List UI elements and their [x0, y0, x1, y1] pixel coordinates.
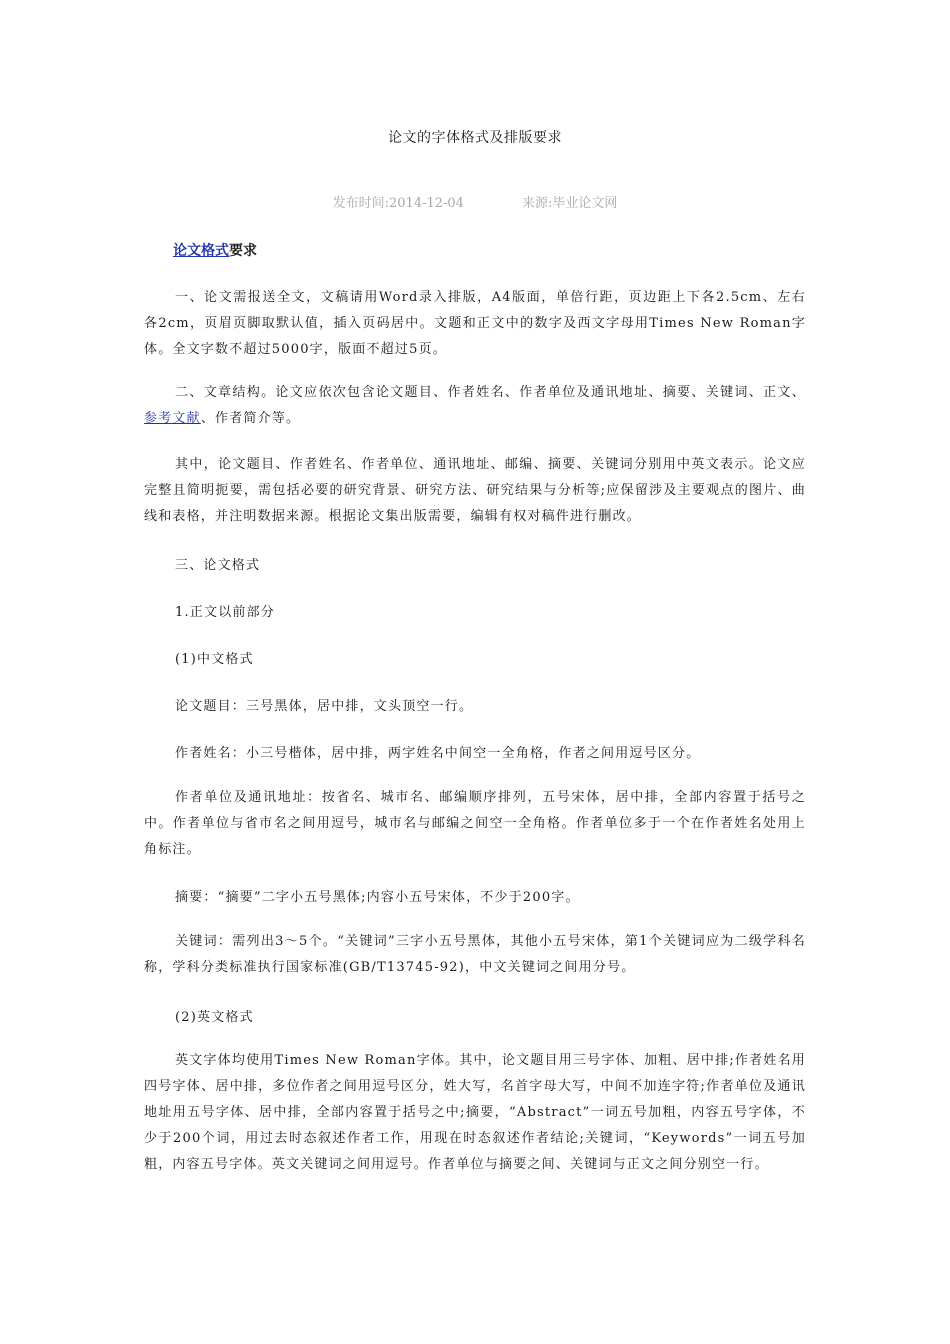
paragraph-2-tail: 、作者简介等。 [200, 411, 301, 426]
author-name-rule: 作者姓名：小三号楷体，居中排，两字姓名中间空一全角格，作者之间用逗号区分。 [175, 746, 701, 761]
section-heading [173, 240, 257, 260]
paper-format-link[interactable]: 论文格式 [173, 243, 229, 259]
english-format-paragraph: 英文字体均使用Times New Roman字体。其中，论文题目用三号字体、加粗、居中排;作者姓名用四号字体、居中排，多位作者之间用逗号区分，姓大写，名首字母大写，中间不加连字符;作者单位及通讯地址用五号字体、居中排，全部内容置于括号之中;摘要，“Abstract”一词五号加粗，内容五号字体，不少于200个词，用过去时态叙述作者工作，用现在时态叙述作者结论;关键词，“Keywords”一词五号加粗，内容五号字体。英文关键词之间用逗号。作者单位与摘要之间、关键词与正文之间分别空一行。 [144, 1053, 806, 1172]
paragraph-1: 一、论文需报送全文，文稿请用Word录入排版，A4版面，单倍行距，页边距上下各2.5cm、左右各2cm，页眉页脚取默认值，插入页码居中。文题和正文中的数字及西文字母用Times New Roman字体。全文字数不超过5000字，版面不超过5页。 [144, 290, 806, 357]
paragraph-3: 其中，论文题目、作者姓名、作者单位、通讯地址、邮编、摘要、关键词分别用中英文表示。论文应完整且简明扼要，需包括必要的研究背景、研究方法、研究结果与分析等;应保留涉及主要观点的图片、曲线和表格，并注明数据来源。根据论文集出版需要，编辑有权对稿件进行删改。 [144, 457, 806, 524]
chinese-format-title: (1)中文格式 [175, 652, 254, 667]
section-3-title: 三、论文格式 [175, 558, 261, 573]
heading-suffix: 要求 [229, 243, 257, 259]
paragraph-2 [144, 380, 806, 432]
article-source: 来源:毕业论文网 [521, 196, 618, 211]
affiliation-rule: 作者单位及通讯地址：按省名、城市名、邮编顺序排列，五号宋体，居中排，全部内容置于括号之中。作者单位与省市名之间用逗号，城市名与邮编之间空一全角格。作者单位多于一个在作者姓名处用上角标注。 [144, 790, 806, 857]
paper-title-rule: 论文题目：三号黑体，居中排，文头顶空一行。 [175, 699, 474, 714]
references-link[interactable]: 参考文献 [144, 411, 201, 426]
article-meta [0, 192, 950, 211]
article-title: 论文的字体格式及排版要求 [388, 130, 562, 146]
abstract-rule: 摘要：“摘要”二字小五号黑体;内容小五号宋体，不少于200字。 [175, 890, 580, 905]
subsection-title: 1.正文以前部分 [175, 605, 276, 620]
publish-date: 发布时间:2014-12-04 [332, 196, 464, 211]
paragraph-2-text: 二、文章结构。论文应依次包含论文题目、作者姓名、作者单位及通讯地址、摘要、关键词、正文、 [175, 385, 806, 400]
keywords-rule: 关键词：需列出3～5个。“关键词”三字小五号黑体，其他小五号宋体，第1个关键词应为二级学科名称，学科分类标准执行国家标准(GB/T13745-92)，中文关键词之间用分号。 [144, 934, 806, 975]
english-format-title: (2)英文格式 [175, 1010, 254, 1025]
